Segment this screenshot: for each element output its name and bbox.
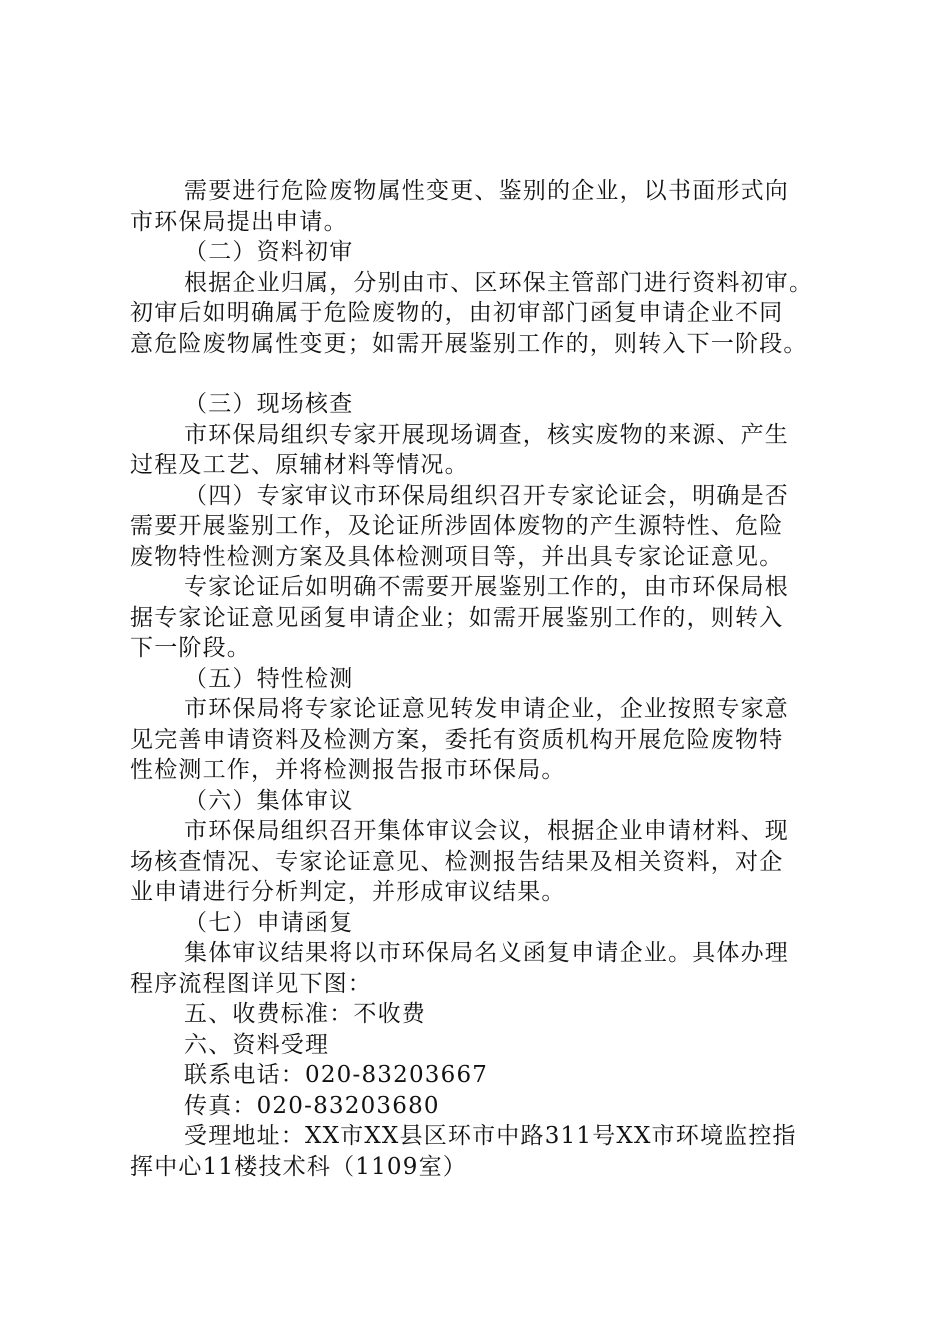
paragraph-line: 需要开展鉴别工作，及论证所涉固体废物的产生源特性、危险	[130, 513, 784, 539]
address-line: 受理地址：XX市XX县区环市中路311号XX市环境监控指	[184, 1123, 797, 1149]
paragraph-line: 根据企业归属，分别由市、区环保主管部门进行资料初审。	[184, 269, 814, 296]
paragraph-line: 业申请进行分析判定，并形成审议结果。	[130, 879, 566, 905]
paragraph-line: 废物特性检测方案及具体检测项目等，并出具专家论证意见。	[130, 543, 784, 570]
paragraph-line: 专家论证后如明确不需要开展鉴别工作的，由市环保局根	[184, 574, 789, 600]
paragraph-line: 需要进行危险废物属性变更、鉴别的企业，以书面形式向	[184, 178, 789, 204]
contact-fax: 传真：020-83203680	[184, 1092, 440, 1119]
blank-line	[130, 359, 830, 389]
section-heading: （六）集体审议	[184, 787, 354, 814]
paragraph-line: 意危险废物属性变更；如需开展鉴别工作的，则转入下一阶段。	[130, 330, 808, 357]
section-heading: （五）特性检测	[184, 665, 354, 692]
section-heading: （四）专家审议市环保局组织召开专家论证会，明确是否	[184, 482, 789, 509]
paragraph-line: 市环保局组织召开集体审议会议，根据企业申请材料、现	[184, 818, 789, 844]
section-heading: （二）资料初审	[184, 239, 354, 265]
contact-phone: 联系电话：020-83203667	[184, 1062, 489, 1088]
section-heading: （三）现场核查	[184, 391, 354, 417]
fee-standard-line: 五、收费标准：不收费	[184, 1001, 426, 1027]
paragraph-line: 市环保局提出申请。	[130, 208, 348, 235]
paragraph-line: 程序流程图详见下图：	[130, 970, 372, 997]
paragraph-line: 下一阶段。	[130, 635, 251, 661]
paragraph-line: 场核查情况、专家论证意见、检测报告结果及相关资料，对企	[130, 848, 784, 875]
section-heading: 六、资料受理	[184, 1031, 330, 1058]
paragraph-line: 据专家论证意见函复申请企业；如需开展鉴别工作的，则转入	[130, 604, 784, 631]
paragraph-line: 集体审议结果将以市环保局名义函复申请企业。具体办理	[184, 940, 789, 966]
section-heading: （七）申请函复	[184, 909, 354, 936]
paragraph-line: 初审后如明确属于危险废物的，由初审部门函复申请企业不同	[130, 300, 784, 326]
document-body	[130, 176, 830, 1182]
paragraph-line: 性检测工作，并将检测报告报市环保局。	[130, 757, 566, 783]
paragraph-line: 见完善申请资料及检测方案，委托有资质机构开展危险废物特	[130, 726, 784, 753]
paragraph-line: 过程及工艺、原辅材料等情况。	[130, 452, 469, 478]
address-line: 挥中心11楼技术科（1109室）	[130, 1153, 467, 1180]
paragraph-line: 市环保局将专家论证意见转发申请企业，企业按照专家意	[184, 696, 789, 722]
paragraph-line: 市环保局组织专家开展现场调查，核实废物的来源、产生	[184, 421, 789, 448]
